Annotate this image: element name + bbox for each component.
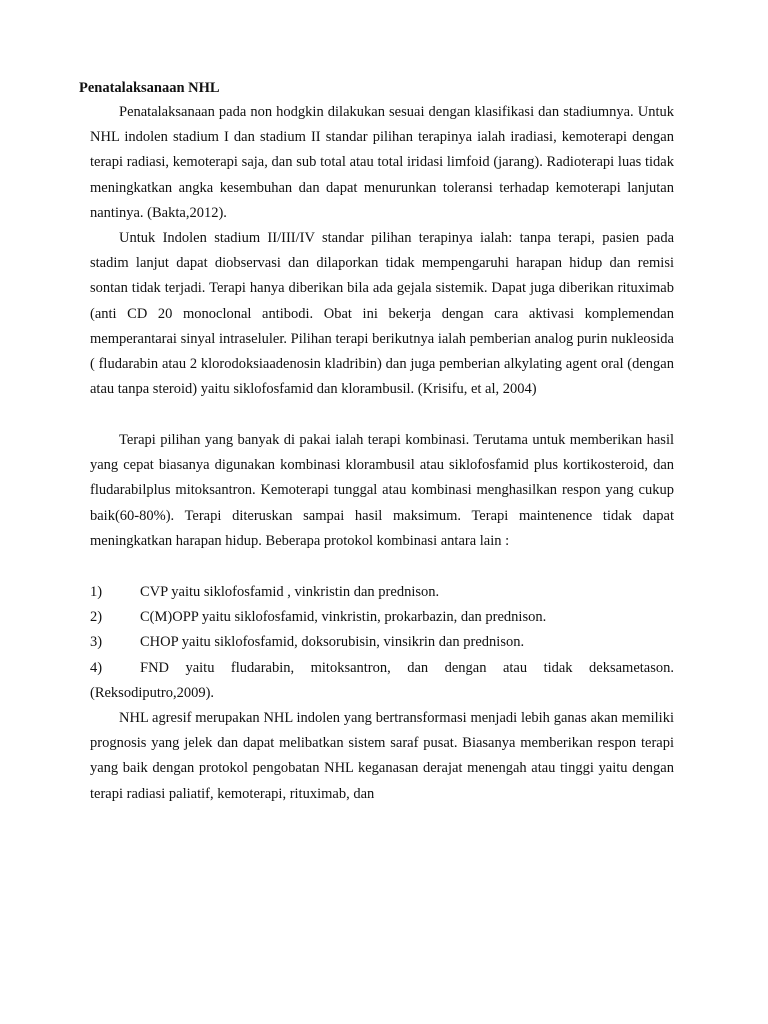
list-item [90,656,674,706]
list-item-continuation: (Reksodiputro,2009). [90,684,215,701]
list-item-text: FND yaitu fludarabin, mitoksantron, dan dengan atau tidak deksametason. [140,659,674,676]
list-item [90,630,674,655]
section-heading: Penatalaksanaan NHL [79,80,220,96]
list-item-text: C(M)OPP yaitu siklofosfamid, vinkristin, prokarbazin, dan prednison. [140,609,547,626]
list-item-text: CHOP yaitu siklofosfamid, doksorubisin, vinsikrin dan prednison. [140,634,525,651]
paragraph-1: Penatalaksanaan pada non hodgkin dilakukan sesuai dengan klasifikasi dan stadiumnya. Untuk NHL indolen stadium I dan stadium II standar pilihan terapinya ialah iradiasi, kemoterapi dengan terapi radiasi, kemoterapi saja, dan sub total atau total iridasi limfoid (jarang). Radioterapi luas tidak meningkatkan angka kesembuhan dan dapat menurunkan toleransi terhadap kemoterapi lanjutan nantinya. (Bakta,2012). [90,104,674,221]
list-item-number: 1) [90,584,103,600]
paragraph-4: NHL agresif merupakan NHL indolen yang bertransformasi menjadi lebih ganas akan memiliki prognosis yang jelek dan dapat melibatkan sistem saraf pusat. Biasanya memberikan respon terapi yang baik dengan protokol pengobatan NHL keganasan derajat menengah atau tinggi yaitu dengan terapi radiasi paliatif, kemoterapi, rituximab, dan [90,710,674,802]
list-item-number: 3) [90,634,103,651]
protocol-list [90,580,674,706]
list-item-number: 4) [90,659,103,676]
paragraph-2: Untuk Indolen stadium II/III/IV standar pilihan terapinya ialah: tanpa terapi, pasien pada stadim lanjut dapat diobservasi dan dilaporkan tidak mempengaruhi harapan hidup dan remisi sontan tidak terjadi. Terapi hanya diberikan bila ada gejala sistemik. Dapat juga diberikan rituximab (anti CD 20 monoclonal antibodi. Obat ini bekerja dengan cara aktivasi komplemendan memperantarai sinyal intraseluler. Pilihan terapi berikutnya ialah pemberian analog purin nukleosida ( fludarabin atau 2 klorodoksiaadenosin kladribin) dan juga pemberian alkylating agent oral (dengan atau tanpa steroid) yaitu siklofosfamid dan klorambusil. (Krisifu, et al, 2004) [90,230,674,398]
list-item [90,580,674,605]
list-item-text: CVP yaitu siklofosfamid , vinkristin dan prednison. [140,584,440,600]
paragraph-3: Terapi pilihan yang banyak di pakai ialah terapi kombinasi. Terutama untuk memberikan hasil yang cepat biasanya digunakan kombinasi klorambusil atau siklofosfamid plus kortikosteroid, dan fludarabilplus mitoksantron. Kemoterapi tunggal atau kombinasi menghasilkan respon yang cukup baik(60-80%). Terapi diteruskan sampai hasil maksimum. Terapi maintenence tidak dapat meningkatkan harapan hidup. Beberapa protokol kombinasi antara lain : [90,432,674,549]
list-item-number: 2) [90,609,103,626]
list-item [90,605,674,630]
